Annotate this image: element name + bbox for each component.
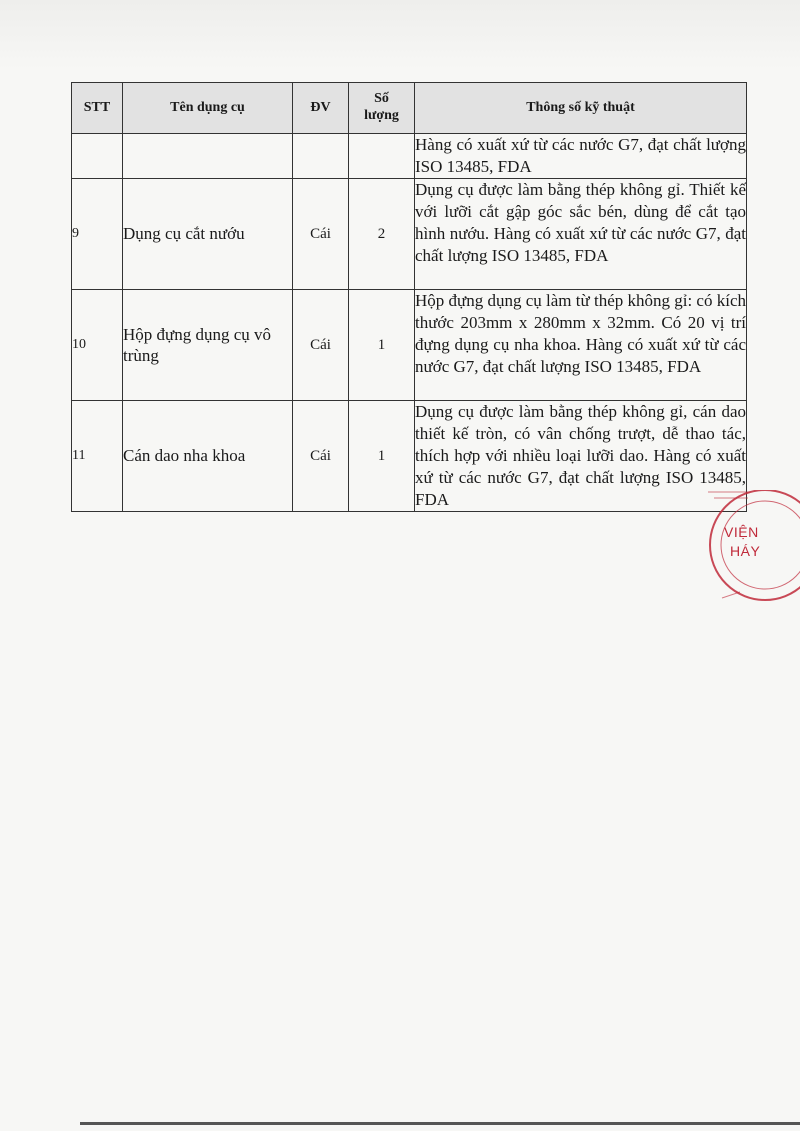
cell-stt: 10 bbox=[72, 290, 123, 401]
cell-unit bbox=[293, 134, 349, 179]
cell-unit: Cái bbox=[293, 290, 349, 401]
cell-quantity: 1 bbox=[349, 290, 415, 401]
cell-stt: 9 bbox=[72, 179, 123, 290]
page-scan-edge bbox=[80, 1122, 800, 1125]
cell-spec: Dụng cụ được làm bằng thép không gỉ, cán dao thiết kế tròn, có vân chống trượt, dễ thao tác, thích hợp với nhiều loại lưỡi dao. Hàng có xuất xứ từ các nước G7, đạt chất lượng ISO 13485, FDA bbox=[415, 401, 747, 512]
table-row bbox=[72, 179, 747, 290]
table-row bbox=[72, 401, 747, 512]
cell-name bbox=[123, 134, 293, 179]
header-name: Tên dụng cụ bbox=[123, 83, 293, 134]
cell-quantity bbox=[349, 134, 415, 179]
table-header-row bbox=[72, 83, 747, 134]
cell-name: Dụng cụ cắt nướu bbox=[123, 179, 293, 290]
equipment-spec-table bbox=[71, 82, 747, 512]
header-unit: ĐV bbox=[293, 83, 349, 134]
cell-unit: Cái bbox=[293, 401, 349, 512]
cell-stt bbox=[72, 134, 123, 179]
header-quantity bbox=[349, 83, 415, 134]
cell-quantity: 2 bbox=[349, 179, 415, 290]
seal-text-line2: HÁY bbox=[730, 543, 761, 559]
cell-stt: 11 bbox=[72, 401, 123, 512]
table-row bbox=[72, 134, 747, 179]
cell-name: Hộp đựng dụng cụ vô trùng bbox=[123, 290, 293, 401]
page-scan-shade bbox=[0, 0, 800, 70]
cell-unit: Cái bbox=[293, 179, 349, 290]
table-row bbox=[72, 290, 747, 401]
cell-spec: Dụng cụ được làm bằng thép không gỉ. Thiết kế với lưỡi cắt gập góc sắc bén, dùng để cắt tạo hình nướu. Hàng có xuất xứ từ các nước G7, đạt chất lượng ISO 13485, FDA bbox=[415, 179, 747, 290]
official-seal-stamp bbox=[700, 490, 800, 620]
cell-spec: Hàng có xuất xứ từ các nước G7, đạt chất lượng ISO 13485, FDA bbox=[415, 134, 747, 179]
header-spec: Thông số kỹ thuật bbox=[415, 83, 747, 134]
cell-name: Cán dao nha khoa bbox=[123, 401, 293, 512]
seal-text-line1: VIỆN bbox=[724, 524, 759, 540]
header-quantity-line2: lượng bbox=[364, 108, 399, 123]
cell-quantity: 1 bbox=[349, 401, 415, 512]
cell-spec: Hộp đựng dụng cụ làm từ thép không gỉ: có kích thước 203mm x 280mm x 32mm. Có 20 vị trí đựng dụng cụ nha khoa. Hàng có xuất xứ từ các nước G7, đạt chất lượng ISO 13485, FDA bbox=[415, 290, 747, 401]
header-stt: STT bbox=[72, 83, 123, 134]
header-quantity-line1: Số bbox=[374, 91, 389, 107]
